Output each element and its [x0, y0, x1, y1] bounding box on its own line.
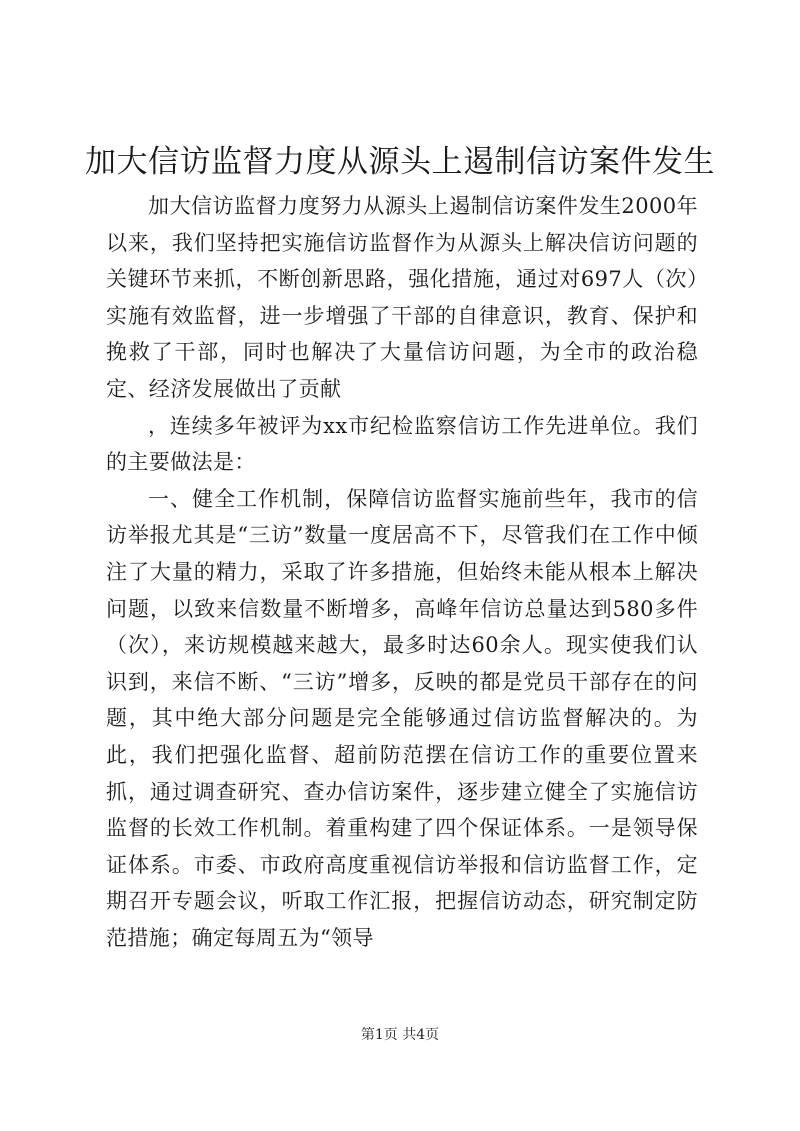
paragraph-honor: ，连续多年被评为xx市纪检监察信访工作先进单位。我们的主要做法是： [106, 413, 698, 475]
document-body [106, 188, 698, 956]
paragraph-intro: 加大信访监督力度努力从源头上遏制信访案件发生2000年以来，我们坚持把实施信访监督作为从源头上解决信访问题的关键环节来抓，不断创新思路，强化措施，通过对697人（次）实施有效监督，进一步增强了干部的自律意识，教育、保护和挽救了干部，同时也解决了大量信访问题，为全市的政治稳定、经济发展做出了贡献 [106, 194, 698, 401]
paragraph-section-one: 一、健全工作机制，保障信访监督实施前些年，我市的信访举报尤其是“三访”数量一度居高不下，尽管我们在工作中倾注了大量的精力，采取了许多措施，但始终未能从根本上解决问题，以致来信数量不断增多，高峰年信访总量达到580多件（次），来访规模越来越大，最多时达60余人。现实使我们认识到，来信不断、“三访”增多，反映的都是党员干部存在的问题，其中绝大部分问题是完全能够通过信访监督解决的。为此，我们把强化监督、超前防范摆在信访工作的重要位置来抓，通过调查研究、查办信访案件，逐步建立健全了实施信访监督的长效工作机制。着重构建了四个保证体系。一是领导保证体系。市委、市政府高度重视信访举报和信访监督工作，定期召开专题会议，听取工作汇报，把握信访动态，研究制定防范措施；确定每周五为“领导 [106, 486, 698, 950]
page-footer: 第1页 共4页 [360, 1027, 440, 1043]
page-title: 加大信访监督力度从源头上遏制信访案件发生 [85, 144, 715, 180]
